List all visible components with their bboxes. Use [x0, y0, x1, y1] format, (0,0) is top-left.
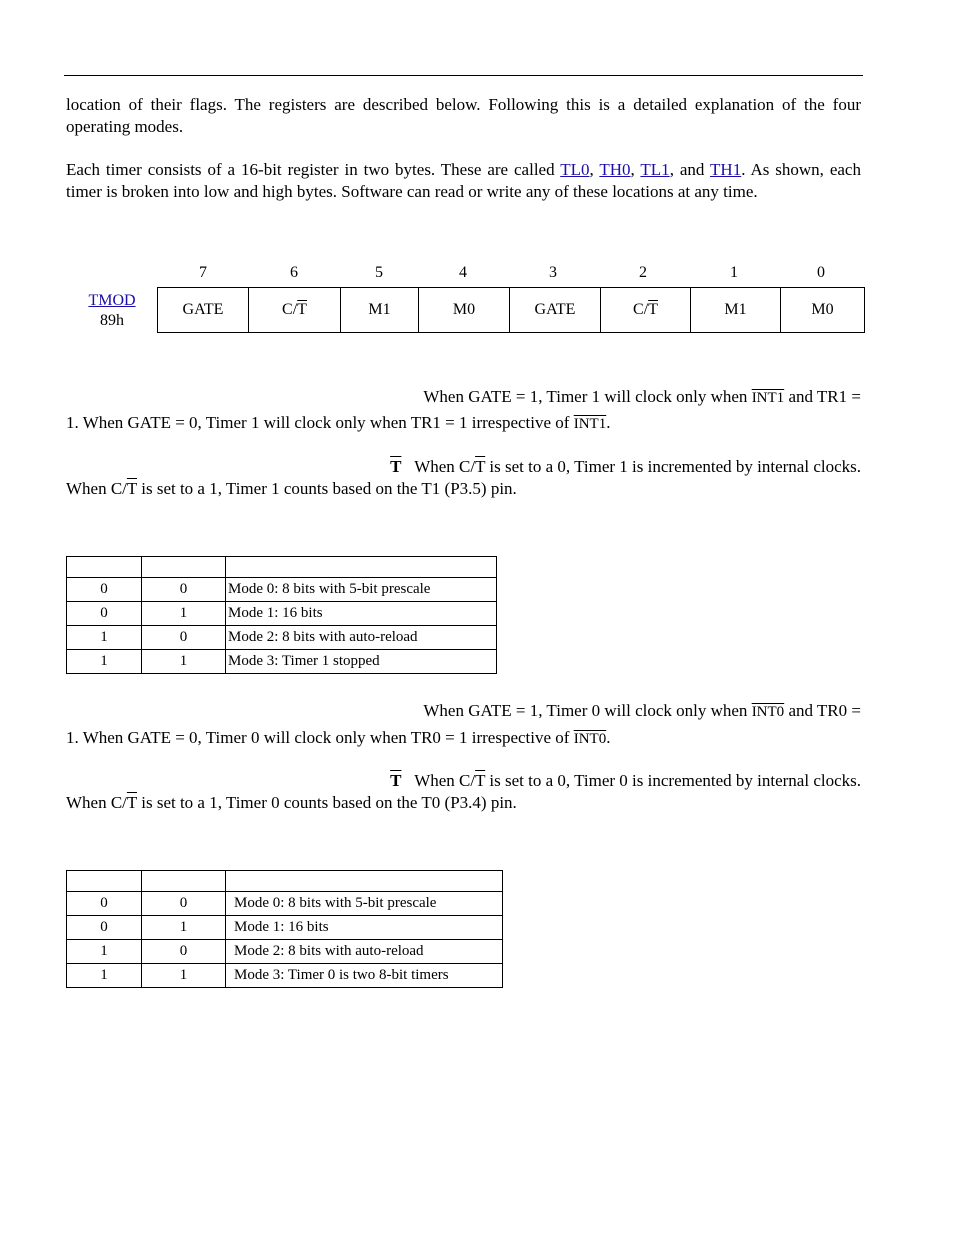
- m0-cell: 0: [142, 626, 226, 650]
- table-row: [67, 626, 497, 650]
- m1-cell: 1: [67, 626, 142, 650]
- intro-p2-start: Each timer consists of a 16-bit register in two bytes. These are called: [66, 160, 561, 179]
- tmod-register-table: [157, 287, 865, 333]
- text: When C/: [66, 793, 127, 812]
- header-cell: [226, 557, 497, 578]
- bit-number: 6: [290, 264, 298, 281]
- register-address: 89h: [100, 312, 124, 329]
- timer0-gate-line-1: [423, 700, 861, 723]
- text: is set to a 1, Timer 0 counts based on the T0 (P3.4) pin.: [136, 793, 517, 812]
- m0-cell: 0: [142, 940, 226, 964]
- bit-cell-m1: M1: [691, 288, 781, 333]
- header-cell: [67, 557, 142, 578]
- bit-number: 2: [639, 264, 647, 281]
- text: When C/: [414, 771, 476, 790]
- bit-number: 5: [375, 264, 383, 281]
- header-cell: [67, 871, 142, 892]
- mode-desc-cell: Mode 2: 8 bits with auto-reload: [226, 626, 497, 650]
- bit-number: 4: [459, 264, 467, 281]
- header-cell: [142, 871, 226, 892]
- header-cell: [226, 871, 503, 892]
- text: 1. When GATE = 0, Timer 0 will clock only when TR0 = 1 irrespective of: [66, 728, 574, 747]
- bit-number: 1: [730, 264, 738, 281]
- bit-number: 7: [199, 264, 207, 281]
- t-bar-symbol: $\overline{T}$: [390, 771, 402, 790]
- table-row: [67, 650, 497, 674]
- timer1-gate-line-2: [66, 412, 610, 435]
- text: is set to a 0, Timer 1 is incremented by internal clocks.: [485, 457, 861, 476]
- table-row: [67, 602, 497, 626]
- bit-cell-gate: GATE: [158, 288, 249, 333]
- table-header-row: [67, 871, 503, 892]
- text: and TR1 =: [784, 387, 861, 406]
- intro-paragraph-2: [66, 159, 861, 203]
- bit-cell-ct: [601, 288, 691, 333]
- timer0-ct-line-2: [66, 792, 517, 814]
- timer0-gate-line-2: [66, 727, 610, 750]
- mode-desc-cell: Mode 1: 16 bits: [226, 602, 497, 626]
- bit-cell-ct: [249, 288, 341, 333]
- text: is set to a 0, Timer 0 is incremented by internal clocks.: [485, 771, 861, 790]
- text: is set to a 1, Timer 1 counts based on the T1 (P3.5) pin.: [136, 479, 517, 498]
- timer1-ct-line-1: [390, 456, 861, 478]
- t-bar-symbol: $\overline{T}$: [475, 457, 486, 476]
- m0-cell: 0: [142, 578, 226, 602]
- t-bar-symbol: $\overline{T}$: [648, 301, 658, 318]
- table-header-row: [67, 557, 497, 578]
- sep: , and: [669, 160, 711, 179]
- text: .: [606, 413, 611, 432]
- mode-desc-cell: Mode 1: 16 bits: [226, 916, 503, 940]
- register-label: [82, 291, 142, 331]
- m1-cell: 1: [67, 940, 142, 964]
- text: When C/: [66, 479, 127, 498]
- mode-desc-cell: Mode 0: 8 bits with 5-bit prescale: [226, 892, 503, 916]
- text: 1. When GATE = 0, Timer 1 will clock only when TR1 = 1 irrespective of: [66, 413, 574, 432]
- timer0-mode-table: [66, 870, 503, 988]
- t-bar-symbol: $\overline{T}$: [390, 457, 402, 476]
- text: .: [606, 728, 611, 747]
- timer1-mode-table: [66, 556, 497, 674]
- text: When GATE = 1, Timer 1 will clock only when: [423, 387, 752, 406]
- table-row: [67, 892, 503, 916]
- m0-cell: 1: [142, 650, 226, 674]
- int1-signal: INT1: [573, 416, 607, 432]
- m1-cell: 1: [67, 964, 142, 988]
- link-th1[interactable]: TH1: [710, 160, 742, 179]
- text: When C/: [414, 457, 476, 476]
- mode-desc-cell: Mode 3: Timer 1 stopped: [226, 650, 497, 674]
- mode-desc-cell: Mode 2: 8 bits with auto-reload: [226, 940, 503, 964]
- t-bar-symbol: $\overline{T}$: [126, 793, 137, 812]
- bit-cell-m0: M0: [419, 288, 510, 333]
- m1-cell: 0: [67, 578, 142, 602]
- header-cell: [142, 557, 226, 578]
- m1-cell: 1: [67, 650, 142, 674]
- t-bar-symbol: $\overline{T}$: [475, 771, 486, 790]
- m1-cell: 0: [67, 916, 142, 940]
- timer0-ct-line-1: [390, 770, 861, 792]
- link-tl1[interactable]: TL1: [640, 160, 670, 179]
- t-bar-symbol: $\overline{T}$: [297, 301, 307, 318]
- header-rule: [64, 75, 863, 76]
- mode-desc-cell: Mode 3: Timer 0 is two 8-bit timers: [226, 964, 503, 988]
- timer1-gate-line-1: [423, 386, 861, 409]
- m1-cell: 0: [67, 892, 142, 916]
- link-tmod[interactable]: TMOD: [88, 292, 136, 309]
- link-th0[interactable]: TH0: [599, 160, 631, 179]
- int0-signal: INT0: [751, 704, 785, 720]
- mode-desc-cell: Mode 0: 8 bits with 5-bit prescale: [226, 578, 497, 602]
- t-bar-symbol: $\overline{T}$: [126, 479, 137, 498]
- link-tl0[interactable]: TL0: [560, 160, 590, 179]
- text: When GATE = 1, Timer 0 will clock only when: [423, 701, 752, 720]
- bit-number: 0: [817, 264, 825, 281]
- table-row: [67, 940, 503, 964]
- int1-signal: INT1: [751, 390, 785, 406]
- m1-cell: 0: [67, 602, 142, 626]
- timer1-ct-line-2: [66, 478, 517, 500]
- intro-p2-end: . As shown, each timer is broken into low and high bytes. Software can read or write any of these locations at any time.: [66, 160, 861, 201]
- table-row: [67, 964, 503, 988]
- bit-cell-gate: GATE: [510, 288, 601, 333]
- bit-label: C/: [633, 301, 649, 318]
- m0-cell: 1: [142, 916, 226, 940]
- bit-label: C/: [282, 301, 298, 318]
- sep: ,: [630, 160, 641, 179]
- text: and TR0 =: [784, 701, 861, 720]
- bit-cell-m1: M1: [341, 288, 419, 333]
- m0-cell: 1: [142, 964, 226, 988]
- intro-paragraph-1: location of their flags. The registers are described below. Following this is a detailed explanation of the four operating modes.: [66, 95, 861, 136]
- bit-number: 3: [549, 264, 557, 281]
- table-row: [67, 916, 503, 940]
- m0-cell: 0: [142, 892, 226, 916]
- table-row: [67, 578, 497, 602]
- m0-cell: 1: [142, 602, 226, 626]
- int0-signal: INT0: [573, 731, 607, 747]
- sep: ,: [589, 160, 600, 179]
- bit-cell-m0: M0: [781, 288, 865, 333]
